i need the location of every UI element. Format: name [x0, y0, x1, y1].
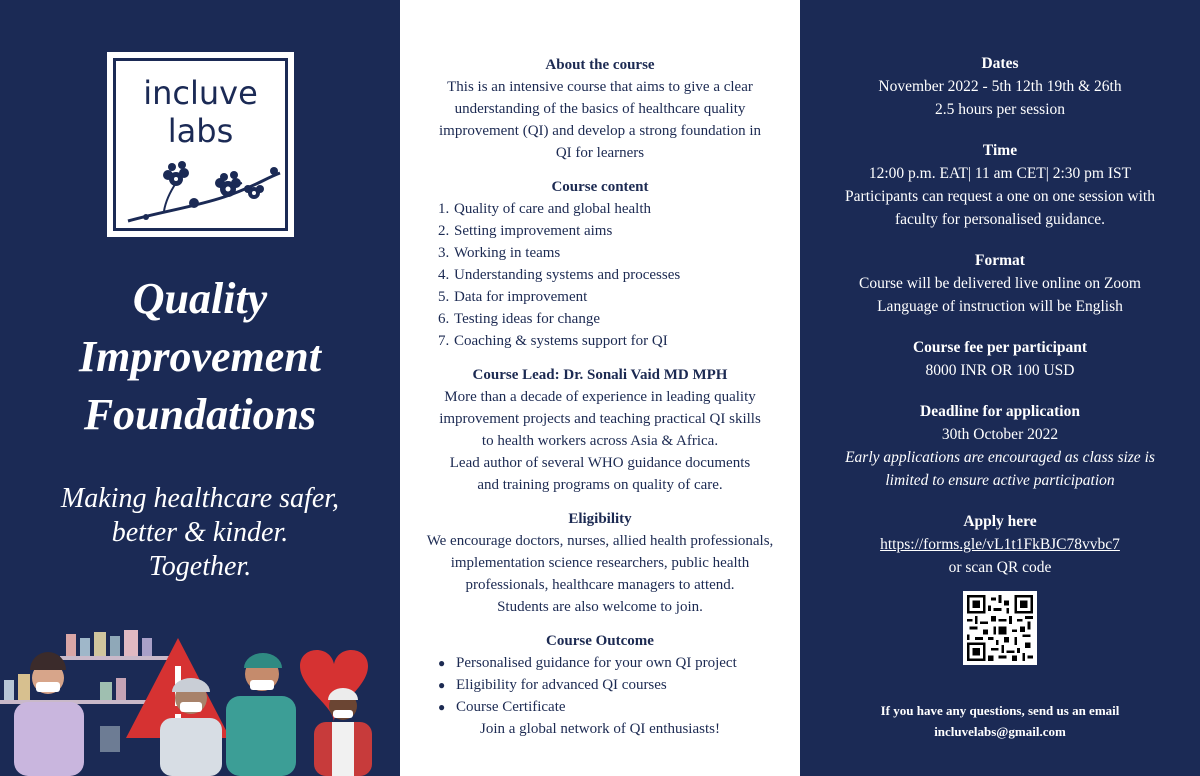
apply-section — [810, 510, 1190, 672]
healthcare-workers-illustration — [0, 626, 400, 776]
dates-section — [810, 52, 1190, 121]
tagline — [0, 482, 400, 584]
lead-line: to health workers across Asia & Africa. — [481, 433, 719, 449]
time-heading: Time — [982, 142, 1018, 159]
format-section — [810, 249, 1190, 318]
about-line: improvement (QI) and develop a strong foundation in — [438, 123, 761, 139]
qr-code-icon[interactable] — [963, 591, 1037, 665]
middle-panel — [400, 0, 800, 776]
logo-word-incluve: incluve — [143, 74, 258, 112]
incluve-labs-logo — [107, 52, 294, 237]
item-number: 2. — [438, 223, 450, 239]
contact-email[interactable]: incluvelabs@gmail.com — [934, 724, 1066, 739]
outcome-item — [438, 674, 790, 696]
right-panel — [800, 0, 1200, 776]
fee-amount: 8000 INR OR 100 USD — [925, 362, 1075, 379]
lead-line: improvement projects and teaching practical QI skills — [439, 411, 761, 427]
tagline-line: better & kinder. — [111, 517, 289, 548]
title-line: Improvement — [79, 332, 321, 381]
eligibility-line: implementation science researchers, public health — [450, 555, 750, 571]
content-item — [438, 286, 790, 308]
content-item — [438, 330, 790, 352]
deadline-heading: Deadline for application — [920, 403, 1080, 420]
format-line: Course will be delivered live online on Zoom — [859, 275, 1141, 292]
outcome-list — [438, 652, 790, 718]
deadline-section — [810, 400, 1190, 492]
item-text: Setting improvement aims — [454, 223, 613, 239]
outcome-text: Personalised guidance for your own QI project — [456, 655, 737, 671]
fee-heading: Course fee per participant — [912, 339, 1088, 356]
logo-word-labs: labs — [167, 112, 234, 150]
item-number: 5. — [438, 289, 450, 305]
lead-line: and training programs on quality of care. — [477, 477, 723, 493]
left-panel — [0, 0, 400, 776]
contact-line: If you have any questions, send us an email — [880, 703, 1120, 718]
eligibility-line: We encourage doctors, nurses, allied health professionals, — [426, 533, 774, 549]
eligibility-section — [410, 508, 790, 618]
outcome-item — [438, 696, 790, 718]
bullet-icon: ● — [438, 700, 446, 714]
about-section — [410, 54, 790, 164]
outcome-heading: Course Outcome — [546, 633, 654, 649]
outcome-text: Course Certificate — [456, 699, 566, 715]
outcome-closing: Join a global network of QI enthusiasts! — [480, 721, 720, 737]
deadline-note: Early applications are encouraged as class size is — [845, 449, 1155, 466]
fee-section — [810, 336, 1190, 382]
time-section — [810, 139, 1190, 231]
item-text: Coaching & systems support for QI — [454, 333, 668, 349]
about-line: understanding of the basics of healthcare quality — [454, 101, 746, 117]
content-item — [438, 220, 790, 242]
content-heading: Course content — [551, 179, 649, 195]
dates-heading: Dates — [981, 55, 1019, 72]
title-line: Quality — [132, 274, 268, 323]
item-text: Testing ideas for change — [454, 311, 600, 327]
deadline-note: limited to ensure active participation — [885, 472, 1115, 489]
bullet-icon: ● — [438, 656, 446, 670]
application-form-link[interactable]: https://forms.gle/vL1t1FkBJC78vvbc7 — [880, 536, 1120, 553]
content-item — [438, 308, 790, 330]
format-heading: Format — [975, 252, 1025, 269]
lead-section — [410, 364, 790, 496]
time-line: 12:00 p.m. EAT| 11 am CET| 2:30 pm IST — [868, 165, 1132, 182]
item-number: 6. — [438, 311, 450, 327]
eligibility-line: Students are also welcome to join. — [497, 599, 703, 615]
item-text: Understanding systems and processes — [454, 267, 681, 283]
item-text: Data for improvement — [454, 289, 588, 305]
about-line: This is an intensive course that aims to give a clear — [447, 79, 753, 95]
content-section — [410, 176, 790, 352]
dates-line: November 2022 - 5th 12th 19th & 26th — [878, 78, 1122, 95]
item-number: 3. — [438, 245, 450, 261]
blossom-branch-icon — [124, 159, 284, 229]
item-number: 4. — [438, 267, 450, 283]
item-number: 1. — [438, 201, 450, 217]
lead-heading: Course Lead: Dr. Sonali Vaid MD MPH — [472, 367, 728, 383]
content-item — [438, 242, 790, 264]
item-text: Quality of care and global health — [454, 201, 652, 217]
apply-heading: Apply here — [963, 513, 1037, 530]
format-line: Language of instruction will be English — [877, 298, 1123, 315]
content-list — [438, 198, 790, 352]
eligibility-line: professionals, healthcare managers to attend. — [465, 577, 735, 593]
tagline-line: Making healthcare safer, — [60, 483, 340, 514]
eligibility-heading: Eligibility — [568, 511, 632, 527]
content-item — [438, 198, 790, 220]
outcome-text: Eligibility for advanced QI courses — [456, 677, 667, 693]
time-line: Participants can request a one on one session with — [845, 188, 1155, 205]
about-line: QI for learners — [555, 145, 645, 161]
item-number: 7. — [438, 333, 450, 349]
time-line: faculty for personalised guidance. — [894, 211, 1106, 228]
bullet-icon: ● — [438, 678, 446, 692]
contact-section — [800, 700, 1200, 742]
qr-instruction: or scan QR code — [948, 559, 1052, 576]
outcome-item — [438, 652, 790, 674]
about-heading: About the course — [545, 57, 655, 73]
title-line: Foundations — [83, 390, 317, 439]
deadline-date: 30th October 2022 — [941, 426, 1059, 443]
item-text: Working in teams — [454, 245, 561, 261]
tagline-line: Together. — [148, 551, 252, 582]
dates-line: 2.5 hours per session — [934, 101, 1066, 118]
content-item — [438, 264, 790, 286]
course-title — [0, 270, 400, 444]
lead-line: More than a decade of experience in leading quality — [444, 389, 756, 405]
lead-line: Lead author of several WHO guidance documents — [449, 455, 751, 471]
outcome-section — [410, 630, 790, 740]
